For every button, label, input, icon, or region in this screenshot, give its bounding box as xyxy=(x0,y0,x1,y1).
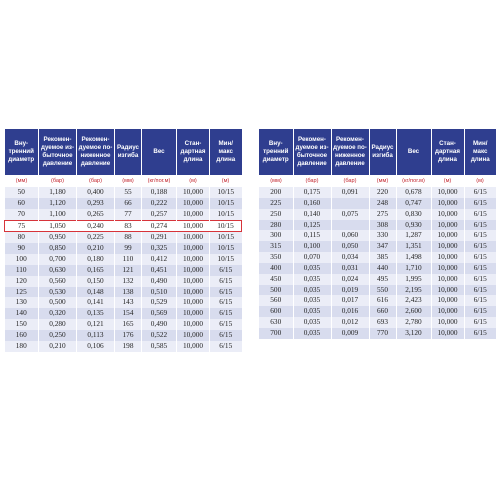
table-cell: 6/15 xyxy=(210,341,242,352)
table-cell: 616 xyxy=(369,295,396,306)
table-cell: 10/15 xyxy=(210,254,242,265)
table-cell: 0,747 xyxy=(396,198,431,209)
header-row xyxy=(5,129,242,175)
table-cell: 630 xyxy=(259,317,293,328)
table-cell: 10,000 xyxy=(177,220,210,232)
table-cell: 700 xyxy=(259,328,293,339)
table-cell: 10/15 xyxy=(210,243,242,254)
table-cell: 3,120 xyxy=(396,328,431,339)
header-weight: Вес xyxy=(142,129,177,175)
table-cell: 2,423 xyxy=(396,295,431,306)
table-cell: 10,000 xyxy=(177,297,210,308)
table-cell: 0,017 xyxy=(331,295,369,306)
table-cell: 0,016 xyxy=(331,306,369,317)
table-cell: 198 xyxy=(115,341,142,352)
table-cell: 0,265 xyxy=(77,209,115,220)
table-cell: 0,210 xyxy=(77,243,115,254)
table-cell: 154 xyxy=(115,308,142,319)
table-cell: 6/15 xyxy=(464,274,496,285)
table-cell: 80 xyxy=(5,232,39,243)
table-cell: 2,195 xyxy=(396,285,431,296)
table-cell: 0,180 xyxy=(77,254,115,265)
table-cell: 0,035 xyxy=(293,285,331,296)
table-cell: 6/15 xyxy=(210,308,242,319)
table-cell: 1,287 xyxy=(396,230,431,241)
table-cell: 0,210 xyxy=(39,341,77,352)
table-cell: 495 xyxy=(369,274,396,285)
table-cell: 10,000 xyxy=(431,230,464,241)
table-cell: 10,000 xyxy=(177,209,210,220)
table-cell: 6/15 xyxy=(210,265,242,276)
table-cell: 400 xyxy=(259,263,293,274)
table-row xyxy=(5,265,242,276)
table-cell: 6/15 xyxy=(464,306,496,317)
table-cell: 0,569 xyxy=(142,308,177,319)
table-row xyxy=(5,308,242,319)
table-cell: 0,280 xyxy=(39,319,77,330)
table-cell: 10,000 xyxy=(431,317,464,328)
table-cell: 10,000 xyxy=(177,232,210,243)
table-cell: 1,180 xyxy=(39,187,77,198)
table-row xyxy=(259,198,496,209)
table-cell: 0,035 xyxy=(293,295,331,306)
table-row xyxy=(259,328,496,339)
table-row xyxy=(259,317,496,328)
table-cell: 0,075 xyxy=(331,209,369,220)
table-row xyxy=(259,241,496,252)
table-cell: 90 xyxy=(5,243,39,254)
table-cell: 0,009 xyxy=(331,328,369,339)
table-cell xyxy=(331,220,369,231)
table-cell: 0,150 xyxy=(77,276,115,287)
table-cell: 6/15 xyxy=(210,276,242,287)
table-cell: 10/15 xyxy=(210,187,242,198)
table-cell: 0,530 xyxy=(39,287,77,298)
table-cell: 0,160 xyxy=(293,198,331,209)
table-cell: 0,113 xyxy=(77,330,115,341)
unit-cell: (м) xyxy=(177,175,210,187)
unit-cell: (мм) xyxy=(369,175,396,187)
unit-cell: (бар) xyxy=(331,175,369,187)
table-cell: 180 xyxy=(5,341,39,352)
table-cell: 77 xyxy=(115,209,142,220)
unit-cell: (м) xyxy=(210,175,242,187)
table-cell: 280 xyxy=(259,220,293,231)
table-cell: 6/15 xyxy=(464,285,496,296)
table-cell: 140 xyxy=(5,308,39,319)
table-cell: 0,024 xyxy=(331,274,369,285)
table-cell: 0,135 xyxy=(77,308,115,319)
table-row xyxy=(5,254,242,265)
table-cell: 125 xyxy=(5,287,39,298)
table-cell: 6/15 xyxy=(464,209,496,220)
table-cell: 10,000 xyxy=(431,209,464,220)
left-spec-table xyxy=(4,129,242,352)
table-cell: 6/15 xyxy=(464,241,496,252)
table-cell: 500 xyxy=(259,285,293,296)
table-cell: 10,000 xyxy=(177,330,210,341)
table-cell: 0,125 xyxy=(293,220,331,231)
table-cell: 6/15 xyxy=(464,263,496,274)
table-cell: 0,950 xyxy=(39,232,77,243)
table-cell: 10,000 xyxy=(177,187,210,198)
table-cell: 6/15 xyxy=(210,330,242,341)
table-cell: 0,035 xyxy=(293,306,331,317)
table-cell: 1,710 xyxy=(396,263,431,274)
table-cell: 600 xyxy=(259,306,293,317)
table-cell: 10,000 xyxy=(431,263,464,274)
table-cell: 0,630 xyxy=(39,265,77,276)
table-cell: 300 xyxy=(259,230,293,241)
table-row xyxy=(5,341,242,352)
table-cell: 0,240 xyxy=(77,220,115,232)
table-cell: 0,165 xyxy=(77,265,115,276)
table-cell: 0,451 xyxy=(142,265,177,276)
table-row xyxy=(259,209,496,220)
table-cell: 0,490 xyxy=(142,319,177,330)
table-cell: 350 xyxy=(259,252,293,263)
unit-cell: (мм) xyxy=(5,175,39,187)
table-cell: 0,560 xyxy=(39,276,77,287)
table-cell: 0,115 xyxy=(293,230,331,241)
table-row xyxy=(5,287,242,298)
table-cell: 1,120 xyxy=(39,198,77,209)
table-cell: 0,070 xyxy=(293,252,331,263)
table-cell: 143 xyxy=(115,297,142,308)
unit-cell: (м) xyxy=(431,175,464,187)
table-cell: 10,000 xyxy=(177,319,210,330)
table-cell: 0,035 xyxy=(293,274,331,285)
table-cell: 100 xyxy=(5,254,39,265)
table-cell: 10,000 xyxy=(177,276,210,287)
unit-cell: (кг/пог.м) xyxy=(142,175,177,187)
table-cell: 1,498 xyxy=(396,252,431,263)
table-cell: 6/15 xyxy=(464,252,496,263)
table-cell: 10,000 xyxy=(177,243,210,254)
table-cell xyxy=(331,198,369,209)
table-cell: 0,140 xyxy=(293,209,331,220)
table-cell: 550 xyxy=(369,285,396,296)
table-cell: 0,035 xyxy=(293,328,331,339)
table-cell: 6/15 xyxy=(210,319,242,330)
unit-cell: (бар) xyxy=(293,175,331,187)
table-cell: 176 xyxy=(115,330,142,341)
table-cell: 6/15 xyxy=(464,198,496,209)
table-cell: 250 xyxy=(259,209,293,220)
table-cell: 99 xyxy=(115,243,142,254)
units-row xyxy=(5,175,242,187)
table-cell: 0,529 xyxy=(142,297,177,308)
table-cell: 0,034 xyxy=(331,252,369,263)
table-cell: 0,106 xyxy=(77,341,115,352)
right-spec-table xyxy=(259,129,496,339)
table-cell: 10,000 xyxy=(177,265,210,276)
table-cell: 6/15 xyxy=(464,295,496,306)
table-cell: 0,050 xyxy=(331,241,369,252)
header-row xyxy=(259,129,496,175)
table-cell: 0,225 xyxy=(77,232,115,243)
table-row xyxy=(259,274,496,285)
table-cell: 0,035 xyxy=(293,263,331,274)
table-cell: 0,522 xyxy=(142,330,177,341)
table-cell: 6/15 xyxy=(464,230,496,241)
unit-cell: (мм) xyxy=(115,175,142,187)
table-cell: 200 xyxy=(259,187,293,198)
table-cell: 0,830 xyxy=(396,209,431,220)
table-row xyxy=(259,285,496,296)
table-cell: 10,000 xyxy=(431,328,464,339)
header-weight: Вес xyxy=(396,129,431,175)
table-cell: 138 xyxy=(115,287,142,298)
table-cell: 0,222 xyxy=(142,198,177,209)
header-recommended-overpressure: Рекомен-дуемое из-быточное давление xyxy=(293,129,331,175)
table-row xyxy=(259,306,496,317)
table-cell: 0,320 xyxy=(39,308,77,319)
unit-cell: (бар) xyxy=(39,175,77,187)
table-cell: 0,091 xyxy=(331,187,369,198)
unit-cell: (кг/пог.м) xyxy=(396,175,431,187)
table-cell: 6/15 xyxy=(464,328,496,339)
table-row xyxy=(5,232,242,243)
table-cell: 83 xyxy=(115,220,142,232)
table-cell: 10,000 xyxy=(431,274,464,285)
table-cell: 450 xyxy=(259,274,293,285)
table-cell: 770 xyxy=(369,328,396,339)
table-cell: 1,995 xyxy=(396,274,431,285)
table-cell: 160 xyxy=(5,330,39,341)
table-cell: 6/15 xyxy=(464,187,496,198)
table-row xyxy=(259,187,496,198)
table-row xyxy=(259,295,496,306)
table-cell: 0,141 xyxy=(77,297,115,308)
table-row xyxy=(5,198,242,209)
table-cell: 55 xyxy=(115,187,142,198)
table-cell: 0,257 xyxy=(142,209,177,220)
table-cell: 10/15 xyxy=(210,209,242,220)
table-cell: 0,031 xyxy=(331,263,369,274)
table-cell: 0,291 xyxy=(142,232,177,243)
table-cell: 10,000 xyxy=(431,306,464,317)
table-cell: 10,000 xyxy=(431,198,464,209)
table-cell: 0,060 xyxy=(331,230,369,241)
table-row xyxy=(259,263,496,274)
table-cell: 275 xyxy=(369,209,396,220)
table-cell: 10,000 xyxy=(431,187,464,198)
table-cell: 0,678 xyxy=(396,187,431,198)
table-cell: 308 xyxy=(369,220,396,231)
table-cell: 0,930 xyxy=(396,220,431,231)
table-row xyxy=(5,319,242,330)
header-standard-length: Стан-дартная длина xyxy=(177,129,210,175)
table-cell: 70 xyxy=(5,209,39,220)
table-cell: 10,000 xyxy=(177,198,210,209)
table-cell: 693 xyxy=(369,317,396,328)
table-cell: 165 xyxy=(115,319,142,330)
table-cell: 1,100 xyxy=(39,209,77,220)
units-row xyxy=(259,175,496,187)
unit-cell: (м) xyxy=(464,175,496,187)
table-cell: 150 xyxy=(5,319,39,330)
table-cell: 0,293 xyxy=(77,198,115,209)
table-cell: 10,000 xyxy=(431,285,464,296)
table-cell: 1,351 xyxy=(396,241,431,252)
table-cell: 10,000 xyxy=(177,287,210,298)
table-cell: 10,000 xyxy=(177,254,210,265)
table-cell: 6/15 xyxy=(464,220,496,231)
table-cell: 1,050 xyxy=(39,220,77,232)
table-cell: 560 xyxy=(259,295,293,306)
table-cell: 121 xyxy=(115,265,142,276)
table-cell: 10/15 xyxy=(210,220,242,232)
table-cell: 440 xyxy=(369,263,396,274)
table-cell: 0,490 xyxy=(142,276,177,287)
table-cell: 220 xyxy=(369,187,396,198)
table-cell: 132 xyxy=(115,276,142,287)
table-cell: 0,274 xyxy=(142,220,177,232)
table-cell: 0,400 xyxy=(77,187,115,198)
table-cell: 60 xyxy=(5,198,39,209)
table-cell: 10,000 xyxy=(177,341,210,352)
table-cell: 10,000 xyxy=(431,295,464,306)
table-row xyxy=(5,330,242,341)
table-cell: 50 xyxy=(5,187,39,198)
table-cell: 6/15 xyxy=(210,287,242,298)
table-cell: 0,012 xyxy=(331,317,369,328)
table-cell: 330 xyxy=(369,230,396,241)
table-cell: 0,412 xyxy=(142,254,177,265)
header-recommended-underpressure: Рекомен-дуемое по-ниженное давление xyxy=(331,129,369,175)
table-cell: 0,250 xyxy=(39,330,77,341)
table-cell: 6/15 xyxy=(464,317,496,328)
table-cell: 110 xyxy=(5,265,39,276)
table-cell: 10,000 xyxy=(431,241,464,252)
table-cell: 0,850 xyxy=(39,243,77,254)
table-cell: 10/15 xyxy=(210,198,242,209)
table-cell: 2,600 xyxy=(396,306,431,317)
table-row xyxy=(5,297,242,308)
table-cell: 0,035 xyxy=(293,317,331,328)
table-cell: 110 xyxy=(115,254,142,265)
table-row xyxy=(259,220,496,231)
unit-cell: (мм) xyxy=(259,175,293,187)
table-cell: 0,510 xyxy=(142,287,177,298)
table-cell: 347 xyxy=(369,241,396,252)
table-cell: 10,000 xyxy=(431,220,464,231)
table-cell: 0,500 xyxy=(39,297,77,308)
table-cell: 0,175 xyxy=(293,187,331,198)
table-cell: 66 xyxy=(115,198,142,209)
table-cell: 225 xyxy=(259,198,293,209)
table-cell: 315 xyxy=(259,241,293,252)
table-cell: 660 xyxy=(369,306,396,317)
header-recommended-underpressure: Рекомен-дуемое по-ниженное давление xyxy=(77,129,115,175)
table-row xyxy=(5,187,242,198)
table-cell: 2,780 xyxy=(396,317,431,328)
header-min-max-length: Мин/ макс длина xyxy=(464,129,496,175)
table-row xyxy=(259,252,496,263)
table-cell: 120 xyxy=(5,276,39,287)
table-cell: 0,019 xyxy=(331,285,369,296)
table-cell: 88 xyxy=(115,232,142,243)
table-cell: 75 xyxy=(5,220,39,232)
table-row xyxy=(5,243,242,254)
table-row xyxy=(259,230,496,241)
table-cell: 0,121 xyxy=(77,319,115,330)
table-row xyxy=(5,276,242,287)
table-cell: 0,148 xyxy=(77,287,115,298)
table-cell: 0,325 xyxy=(142,243,177,254)
table-cell: 10/15 xyxy=(210,232,242,243)
table-cell: 0,188 xyxy=(142,187,177,198)
table-row-highlighted xyxy=(5,220,242,232)
header-standard-length: Стан-дартная длина xyxy=(431,129,464,175)
table-cell: 0,100 xyxy=(293,241,331,252)
table-row xyxy=(5,209,242,220)
header-inner-diameter: Вну-тренний диаметр xyxy=(5,129,39,175)
header-bend-radius: Радиус изгиба xyxy=(115,129,142,175)
table-cell: 10,000 xyxy=(431,252,464,263)
table-cell: 10,000 xyxy=(177,308,210,319)
header-bend-radius: Радиус изгиба xyxy=(369,129,396,175)
table-cell: 385 xyxy=(369,252,396,263)
table-cell: 248 xyxy=(369,198,396,209)
header-recommended-overpressure: Рекомен-дуемое из-быточное давление xyxy=(39,129,77,175)
table-cell: 6/15 xyxy=(210,297,242,308)
table-cell: 130 xyxy=(5,297,39,308)
header-inner-diameter: Вну-тренний диаметр xyxy=(259,129,293,175)
unit-cell: (бар) xyxy=(77,175,115,187)
header-min-max-length: Мин/ макс длина xyxy=(210,129,242,175)
table-cell: 0,700 xyxy=(39,254,77,265)
table-cell: 0,585 xyxy=(142,341,177,352)
